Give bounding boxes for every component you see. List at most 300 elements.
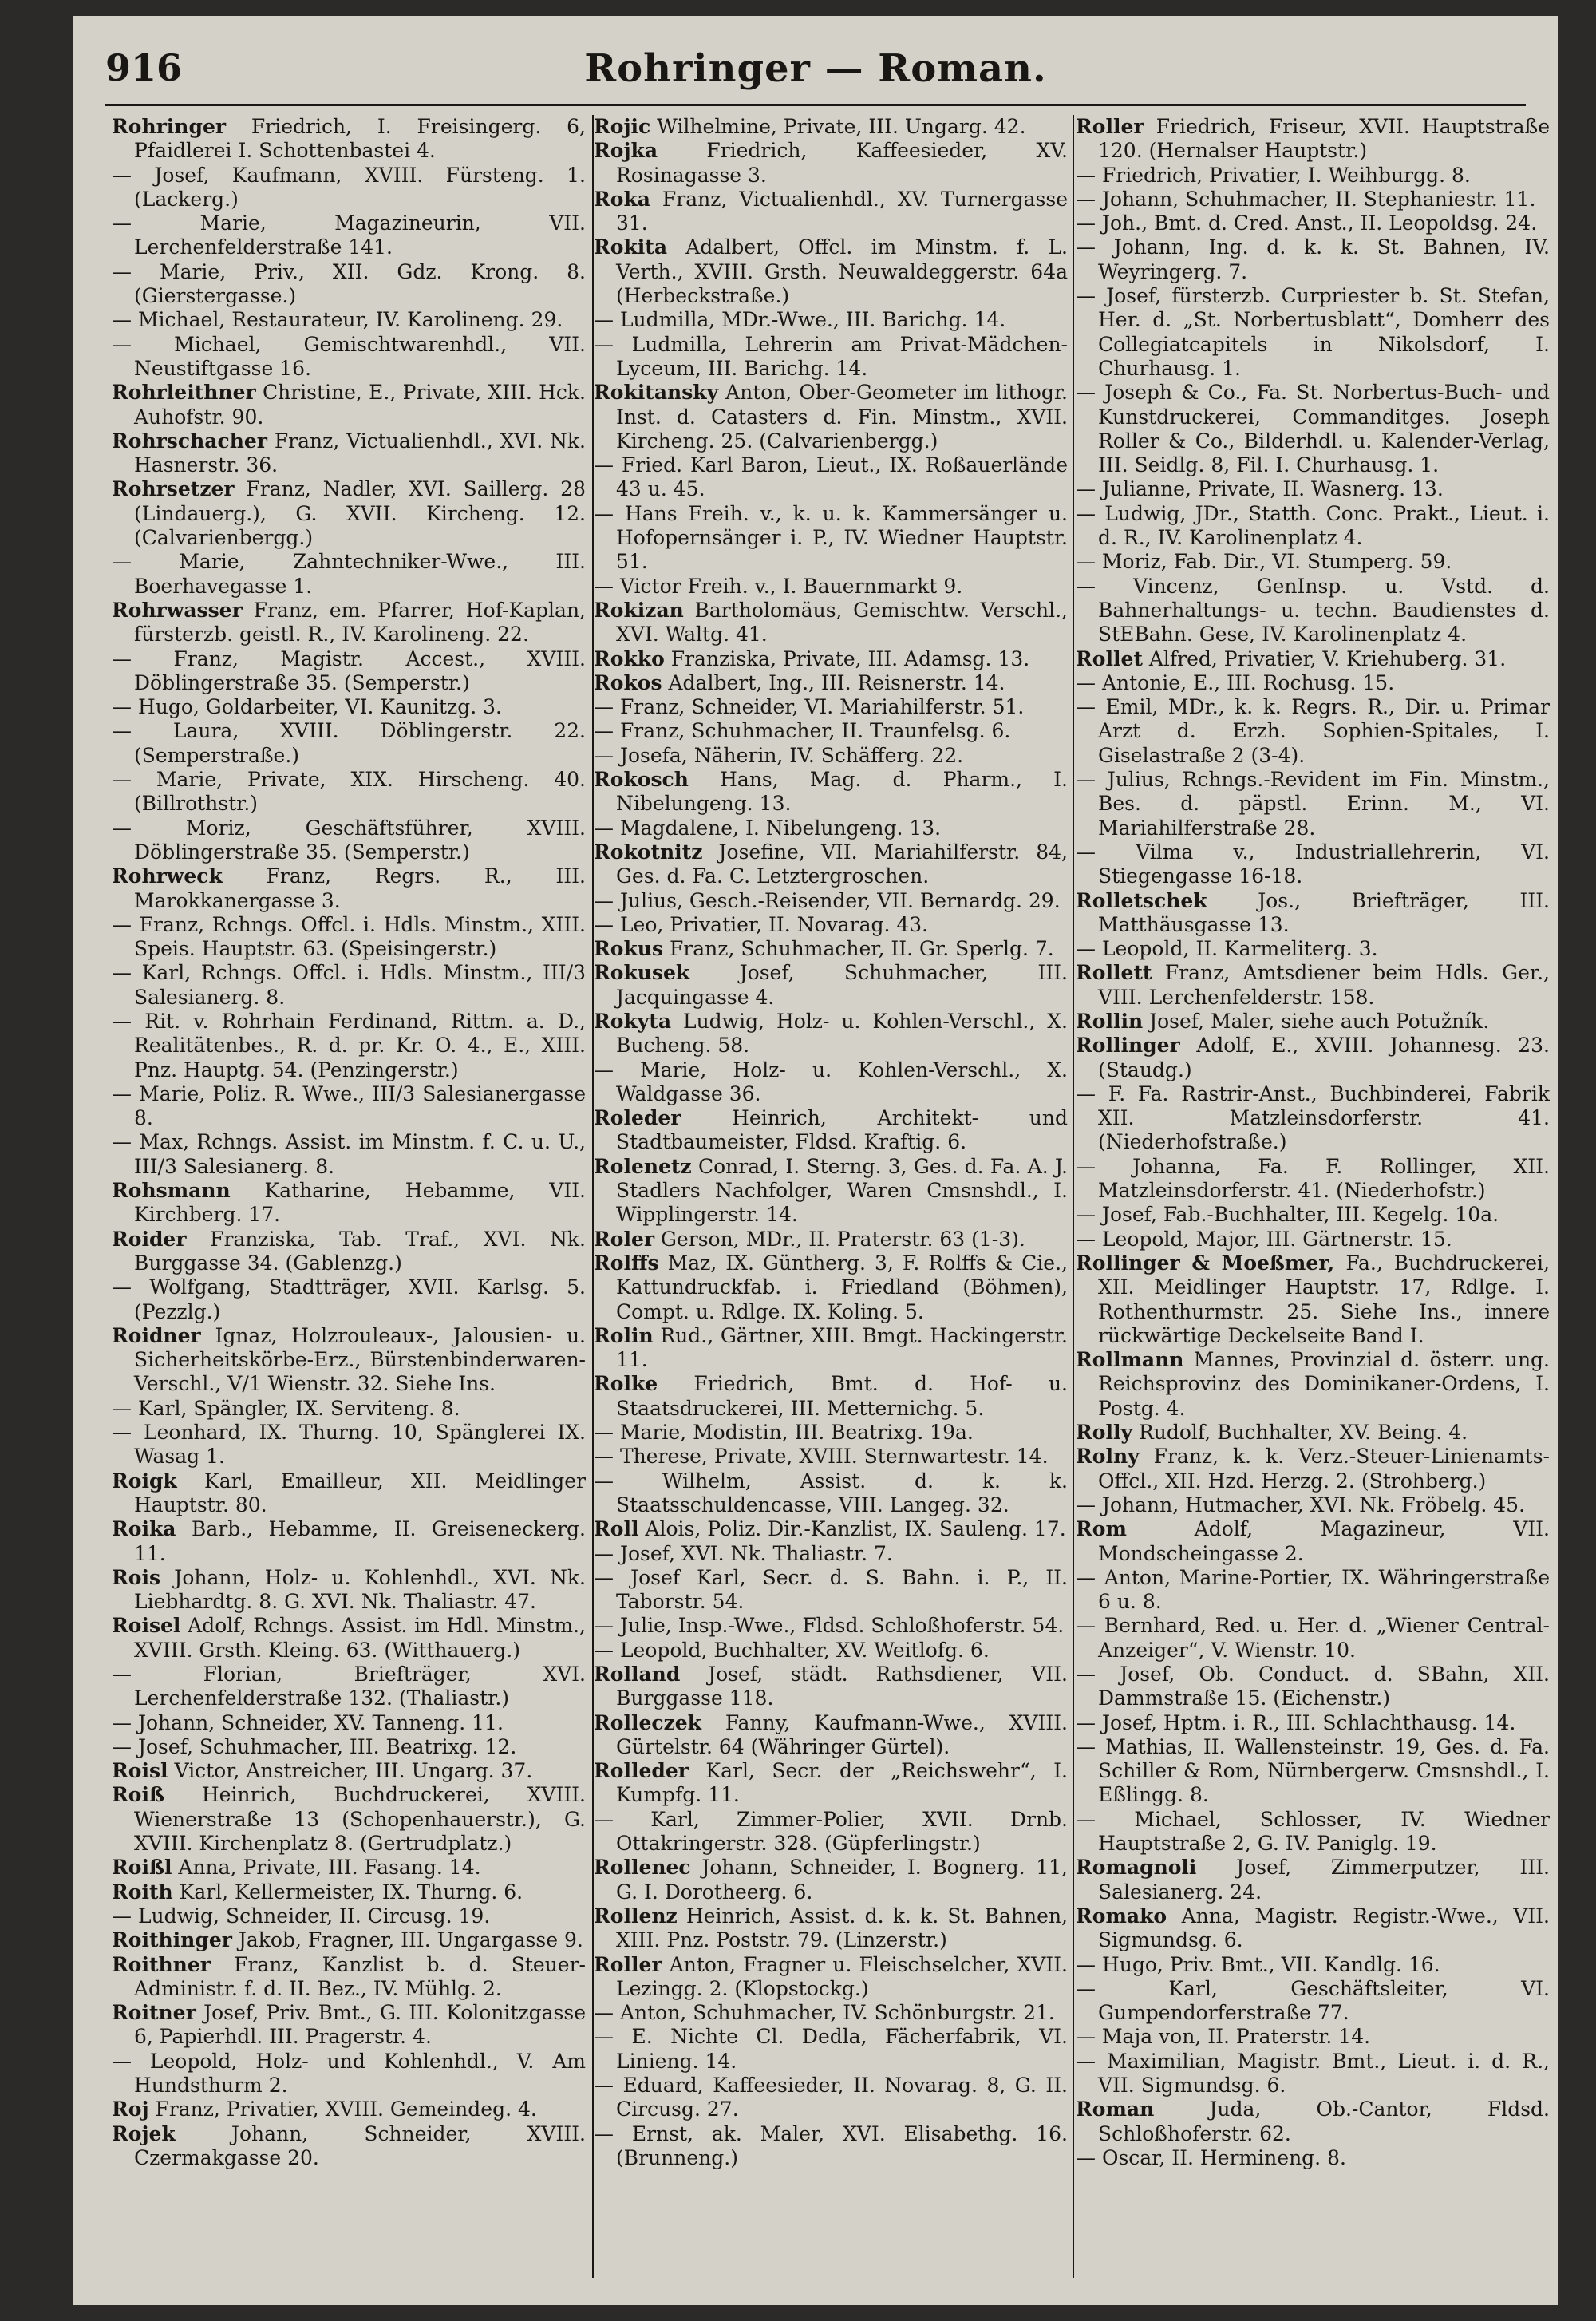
directory-entry (1076, 1663, 1550, 1711)
directory-entry (594, 1010, 1068, 1058)
entry-details: Maz, IX. Güntherg. 3, F. Rolffs & Cie., Kattundruckfab. i. Friedland (Böhmen), Compt. u. Rdlge. IX. Koling. 5. (616, 1251, 1068, 1323)
directory-entry (112, 768, 586, 817)
directory-entry (112, 550, 586, 599)
directory-entry (594, 840, 1068, 889)
entry-details: — Joseph & Co., Fa. St. Norbertus-Buch- und Kunstdruckerei, Commanditges. Joseph Roller & Co., Bilderhdl. u. Kalender-Verlag, III. Seidlg. 8, Fil. I. Churhausg. 1. (1076, 381, 1550, 477)
entry-surname: Rokus (594, 937, 664, 961)
entry-surname: Romako (1076, 1904, 1167, 1928)
directory-entry (112, 961, 586, 1010)
entry-details: — Hugo, Priv. Bmt., VII. Kandlg. 16. (1076, 1952, 1440, 1976)
entry-details: Franziska, Private, III. Adamsg. 13. (670, 646, 1030, 670)
directory-entry (594, 1711, 1068, 1760)
entry-details: Friedrich, Friseur, XVII. Hauptstraße 120. (Hernalser Hauptstr.) (1098, 115, 1550, 163)
entry-details: — Franz, Schuhmacher, II. Traunfelsg. 6. (594, 719, 1011, 743)
entry-details: — Marie, Zahntechniker-Wwe., III. Boerhavegasse 1. (112, 550, 586, 598)
directory-entry (1076, 889, 1550, 938)
entry-details: Johann, Schneider, I. Bognerg. 11, G. I. Dorotheerg. 6. (616, 1856, 1068, 1904)
entry-details: Franz, Privatier, XVIII. Gemeindeg. 4. (155, 2098, 537, 2121)
entry-details: Heinrich, Architekt- und Stadtbaumeister, Fldsd. Kraftig. 6. (616, 1106, 1068, 1154)
entry-details: Anna, Magistr. Registr.-Wwe., VII. Sigmundsg. 6. (1098, 1904, 1550, 1952)
directory-entry (1076, 1904, 1550, 1953)
entry-surname: Rohrsetzer (112, 477, 235, 501)
entry-details: — Victor Freih. v., I. Bauernmarkt 9. (594, 574, 963, 598)
directory-entry (1076, 1977, 1550, 2026)
entry-details: — Johann, Schuhmacher, II. Stephaniestr. 11. (1076, 187, 1536, 211)
entry-details: — Josefa, Näherin, IV. Schäfferg. 22. (594, 743, 964, 767)
entry-surname: Rokusek (594, 961, 690, 985)
entry-details: — Karl, Geschäftsleiter, VI. Gumpendorferstraße 77. (1076, 1976, 1550, 2025)
entry-details: — Ludwig, JDr., Statth. Conc. Prakt., Lieut. i. d. R., IV. Karolinenplatz 4. (1076, 501, 1550, 550)
entry-details: Adalbert, Offcl. im Minstm. f. L. Verth., XVIII. Grsth. Neuwaldeggerstr. 64a (Herbeckstraße.) (616, 235, 1068, 308)
directory-entry (594, 647, 1068, 671)
directory-entry (1076, 2050, 1550, 2098)
directory-entry (594, 817, 1068, 840)
entry-details: — Marie, Poliz. R. Wwe., III/3 Salesianergasse 8. (112, 1081, 586, 1130)
entry-details: Josef, Zimmerputzer, III. Salesianerg. 24. (1098, 1856, 1550, 1904)
entry-surname: Roller (594, 1952, 662, 1976)
entry-details: — Mathias, II. Wallensteinstr. 19, Ges. d. Fa. Schiller & Rom, Nürnbergerw. Cmsnshdl., I. Eßlingg. 8. (1076, 1734, 1550, 1807)
directory-entry (1076, 1517, 1550, 1566)
entry-details: — Johann, Schneider, XV. Tanneng. 11. (112, 1710, 504, 1734)
directory-entry (1076, 1808, 1550, 1856)
entry-details: — Ludmilla, MDr.-Wwe., III. Barichg. 14. (594, 308, 1006, 332)
entry-surname: Rolny (1076, 1445, 1140, 1469)
directory-entry (1076, 1445, 1550, 1493)
entry-details: — Fried. Karl Baron, Lieut., IX. Roßauerlände 43 u. 45. (594, 453, 1068, 501)
entry-surname: Roller (1076, 115, 1144, 138)
entry-details: — Josef, XVI. Nk. Thaliastr. 7. (594, 1541, 893, 1565)
directory-entry (1076, 2098, 1550, 2146)
entry-details: — Joh., Bmt. d. Cred. Anst., II. Leopoldsg. 24. (1076, 212, 1538, 235)
entry-details: Anton, Fragner u. Fleischselcher, XVII. Lezingg. 2. (Klopstockg.) (616, 1952, 1068, 2000)
directory-entry (1076, 961, 1550, 1010)
entry-details: Franz, Regrs. R., III. Marokkanergasse 3. (134, 864, 586, 912)
entry-surname: Roitner (112, 2001, 196, 2025)
entry-details: Christine, E., Private, XIII. Hck. Auhofstr. 90. (134, 381, 586, 429)
entry-details: Josef, Maler, siehe auch Potužník. (1149, 1009, 1490, 1033)
entry-details: — Julie, Insp.-Wwe., Fldsd. Schloßhoferstr. 54. (594, 1614, 1065, 1638)
directory-entry (1076, 1856, 1550, 1904)
directory-entry (594, 1904, 1068, 1953)
entry-details: Franz, Victualienhdl., XV. Turnergasse 31. (616, 187, 1068, 235)
entry-details: — Ludmilla, Lehrerin am Privat-Mädchen-Lyceum, III. Barichg. 14. (594, 332, 1068, 380)
directory-entry (112, 1130, 586, 1179)
entry-surname: Roider (112, 1227, 187, 1251)
entry-details: Heinrich, Assist. d. k. k. St. Bahnen, XIII. Pnz. Poststr. 79. (Linzerstr.) (616, 1904, 1068, 1952)
entry-details: — Hans Freih. v., k. u. k. Kammersänger u. Hofopernsänger i. P., IV. Wiedner Hauptstr. 51. (594, 501, 1068, 574)
entry-surname: Roll (594, 1517, 639, 1541)
directory-entry (112, 1228, 586, 1276)
entry-details: — Wilhelm, Assist. d. k. k. Staatsschuldencasse, VIII. Langeg. 32. (594, 1469, 1068, 1516)
entry-details: Josefine, VII. Mariahilferstr. 84, Ges. d. Fa. C. Letztergroschen. (616, 840, 1068, 888)
entry-surname: Roigk (112, 1469, 177, 1493)
entry-surname: Rokizan (594, 598, 684, 622)
entry-details: Alois, Poliz. Dir.-Kanzlist, IX. Sauleng. 17. (645, 1517, 1066, 1541)
directory-entry (112, 381, 586, 429)
entry-surname: Rojka (594, 139, 658, 163)
entry-details: — Leo, Privatier, II. Novarag. 43. (594, 912, 929, 936)
directory-entry (594, 235, 1068, 308)
directory-entry (112, 1082, 586, 1131)
directory-entry (594, 889, 1068, 913)
entry-surname: Rohrleithner (112, 381, 256, 405)
entry-surname: Rolin (594, 1323, 654, 1347)
entry-details: — Johanna, Fa. F. Rollinger, XII. Matzleinsdorferstr. 41. (Niederhofstr.) (1076, 1154, 1550, 1203)
entry-details: Adalbert, Ing., III. Reisnerstr. 14. (668, 670, 1005, 694)
directory-entry (1076, 1566, 1550, 1615)
directory-entry (594, 381, 1068, 453)
entry-details: — Josef, Fab.-Buchhalter, III. Kegelg. 10a. (1076, 1203, 1499, 1227)
entry-surname: Roj (112, 2098, 149, 2121)
directory-entry (112, 164, 586, 212)
directory-entry (1076, 768, 1550, 840)
directory-entry (594, 333, 1068, 382)
directory-entry (594, 2001, 1068, 2025)
entry-details: — F. Fa. Rastrir-Anst., Buchbinderei, Fabrik XII. Matzleinsdorferstr. 41. (Niederhofstraße.) (1076, 1081, 1550, 1154)
entry-surname: Rom (1076, 1517, 1127, 1541)
directory-entry (112, 1928, 586, 1952)
entry-surname: Rokyta (594, 1009, 672, 1033)
directory-entry (594, 308, 1068, 332)
entry-surname: Roka (594, 187, 650, 211)
entry-details: — Eduard, Kaffeesieder, II. Novarag. 8, G. II. Circusg. 27. (594, 2074, 1068, 2121)
entry-surname: Roler (594, 1227, 655, 1251)
entry-surname: Roiß (112, 1783, 164, 1807)
directory-entry (1076, 164, 1550, 188)
directory-entry (112, 1856, 586, 1880)
directory-entry (1076, 937, 1550, 961)
directory-entry (594, 1542, 1068, 1566)
entry-surname: Rolffs (594, 1251, 659, 1275)
entry-details: — Oscar, II. Hermineng. 8. (1076, 2145, 1346, 2169)
entry-details: — Antonie, E., III. Rochusg. 15. (1076, 670, 1395, 694)
directory-entry (1076, 840, 1550, 889)
entry-surname: Rollet (1076, 646, 1143, 670)
entry-details: — Karl, Rchngs. Offcl. i. Hdls. Minstm., III/3 Salesianerg. 8. (112, 961, 586, 1009)
entry-surname: Roika (112, 1517, 176, 1541)
entry-details: — Vincenz, GenInsp. u. Vstd. d. Bahnerhaltungs- u. techn. Baudienstes d. StEBahn. Gese, IV. Karolinenplatz 4. (1076, 574, 1550, 646)
entry-details: — Josef, fürsterzb. Curpriester b. St. Stefan, Her. d. „St. Norbertusblatt“, Domherr des Collegiatcapitels in Nikolsdorf, I. Churhausg. 1. (1076, 284, 1550, 380)
directory-entry (1076, 1493, 1550, 1517)
directory-entry (112, 1324, 586, 1397)
entry-details: Gerson, MDr., II. Praterstr. 63 (1-3). (660, 1227, 1025, 1251)
directory-entry (112, 817, 586, 865)
entry-details: — Josef, Hptm. i. R., III. Schlachthausg. 14. (1076, 1710, 1516, 1734)
directory-entry (112, 2050, 586, 2098)
directory-page (73, 16, 1558, 2305)
entry-surname: Rohringer (112, 115, 227, 138)
entry-surname: Rolletschek (1076, 888, 1207, 912)
entry-details: — Moriz, Fab. Dir., VI. Stumperg. 59. (1076, 550, 1452, 574)
entry-details: — Leopold, II. Karmeliterg. 3. (1076, 937, 1378, 961)
page-title: Rohringer — Roman. (584, 46, 1047, 91)
entry-details: — Marie, Holz- u. Kohlen-Verschl., X. Waldgasse 36. (594, 1058, 1068, 1105)
directory-entry (594, 599, 1068, 647)
entry-surname: Rollenec (594, 1856, 691, 1880)
column-right (1076, 115, 1550, 2286)
entry-details: — Franz, Rchngs. Offcl. i. Hdls. Minstm., XIII. Speis. Hauptstr. 63. (Speisingerstr.) (112, 912, 586, 961)
directory-entry (112, 308, 586, 332)
entry-surname: Rokita (594, 235, 668, 259)
entry-details: Adolf, E., XVIII. Johannesg. 23. (Staudg.) (1098, 1034, 1550, 1081)
entry-details: Franz, Victualienhdl., XVI. Nk. Hasnerstr. 36. (134, 429, 586, 477)
directory-entry (112, 2001, 586, 2050)
entry-surname: Roidner (112, 1323, 201, 1347)
entry-surname: Rohsmann (112, 1179, 231, 1203)
directory-entry (112, 333, 586, 382)
entry-details: Adolf, Magazineur, VII. Mondscheingasse 2. (1098, 1517, 1550, 1565)
entry-details: Josef, Priv. Bmt., G. III. Kolonitzgasse 6, Papierhdl. III. Pragerstr. 4. (134, 2001, 586, 2049)
entry-details: — Josef, Ob. Conduct. d. SBahn, XII. Dammstraße 15. (Eichenstr.) (1076, 1663, 1550, 1710)
entry-details: — Friedrich, Privatier, I. Weihburgg. 8. (1076, 163, 1471, 187)
entry-details: — Florian, Briefträger, XVI. Lerchenfelderstraße 132. (Thaliastr.) (112, 1663, 586, 1710)
entry-details: — Vilma v., Industriallehrerin, VI. Stiegengasse 16-18. (1076, 840, 1550, 888)
directory-entry (594, 1614, 1068, 1638)
directory-entry (1076, 1034, 1550, 1082)
entry-details: Alfred, Privatier, V. Kriehuberg. 31. (1148, 646, 1507, 670)
page-header (73, 46, 1558, 102)
entry-surname: Rokotnitz (594, 840, 703, 864)
entry-details: — E. Nichte Cl. Dedla, Fächerfabrik, VI. Linieng. 14. (594, 2025, 1068, 2073)
entry-details: — Bernhard, Red. u. Her. d. „Wiener Central-Anzeiger“, V. Wienstr. 10. (1076, 1614, 1550, 1662)
entry-details: Heinrich, Buchdruckerei, XVIII. Wienerstraße 13 (Schopenhauerstr.), G. XVIII. Kirchenplatz 8. (Gertrudplatz.) (134, 1783, 586, 1856)
entry-details: Rud., Gärtner, XIII. Bmgt. Hackingerstr. 11. (616, 1323, 1068, 1372)
entry-details: Karl, Emailleur, XII. Meidlinger Hauptstr. 80. (134, 1469, 586, 1516)
entry-details: Josef, Schuhmacher, III. Jacquingasse 4. (616, 961, 1068, 1009)
entry-surname: Rojic (594, 115, 651, 138)
directory-entry (1076, 235, 1550, 284)
entry-surname: Romagnoli (1076, 1856, 1197, 1880)
entry-details: — Julianne, Private, II. Wasnerg. 13. (1076, 477, 1444, 501)
directory-entry (594, 2074, 1068, 2122)
entry-details: — Leopold, Major, III. Gärtnerstr. 15. (1076, 1227, 1452, 1251)
entry-details: — Maja von, II. Praterstr. 14. (1076, 2025, 1371, 2049)
directory-entry (112, 1663, 586, 1711)
entry-details: Conrad, I. Sterng. 3, Ges. d. Fa. A. J. Stadlers Nachfolger, Waren Cmsnshdl., I. Wipplingerstr. 14. (616, 1154, 1068, 1227)
entry-details: Mannes, Provinzial d. österr. ung. Reichsprovinz des Dominikaner-Ordens, I. Postg. 4. (1098, 1348, 1550, 1420)
entry-surname: Roißl (112, 1856, 172, 1880)
directory-entry (594, 1517, 1068, 1541)
directory-entry (112, 913, 586, 962)
entry-details: — Max, Rchngs. Assist. im Minstm. f. C. u. U., III/3 Salesianerg. 8. (112, 1130, 586, 1178)
directory-entry (594, 961, 1068, 1010)
directory-entry (1076, 1614, 1550, 1663)
directory-entry (594, 913, 1068, 937)
directory-entry (594, 768, 1068, 817)
directory-entry (112, 1421, 586, 1469)
directory-entry (1076, 695, 1550, 768)
directory-entry (112, 1010, 586, 1082)
column-divider (1073, 115, 1074, 2278)
directory-entry (112, 1275, 586, 1324)
directory-entry (1076, 1203, 1550, 1227)
directory-entry (1076, 2146, 1550, 2170)
entry-surname: Rohrschacher (112, 429, 267, 453)
entry-details: — Anton, Schuhmacher, IV. Schönburgstr. 21. (594, 2001, 1055, 2025)
directory-entry (1076, 550, 1550, 574)
entry-details: Franz, k. k. Verz.-Steuer-Linienamts-Offcl., XII. Hzd. Herzg. 2. (Strohberg.) (1098, 1445, 1550, 1493)
entry-details: Friedrich, I. Freisingerg. 6, Pfaidlerei I. Schottenbastei 4. (134, 115, 586, 163)
entry-details: — Leopold, Holz- und Kohlenhdl., V. Am Hundsthurm 2. (112, 2049, 586, 2098)
directory-entry (1076, 1251, 1550, 1348)
directory-entry (112, 1711, 586, 1735)
entry-details: — Julius, Gesch.-Reisender, VII. Bernardg. 29. (594, 888, 1061, 912)
directory-entry (594, 1372, 1068, 1421)
directory-entry (112, 1469, 586, 1518)
entry-details: Fanny, Kaufmann-Wwe., XVIII. Gürtelstr. 64 (Währinger Gürtel). (616, 1710, 1068, 1758)
entry-details: — Josef Karl, Secr. d. S. Bahn. i. P., II. Taborstr. 54. (594, 1565, 1068, 1614)
entry-details: — Marie, Private, XIX. Hirscheng. 40. (Billrothstr.) (112, 768, 586, 816)
entry-surname: Rollinger (1076, 1034, 1180, 1058)
entry-surname: Rohrweck (112, 864, 223, 888)
entry-surname: Rolleder (594, 1759, 689, 1783)
entry-surname: Rois (112, 1565, 161, 1589)
directory-entry (594, 1251, 1068, 1324)
directory-entry (1076, 1155, 1550, 1204)
directory-entry (594, 1106, 1068, 1155)
entry-surname: Rokitansky (594, 381, 719, 405)
directory-entry (1076, 284, 1550, 381)
directory-entry (112, 1904, 586, 1928)
directory-entry (112, 1953, 586, 2002)
entry-details: Karl, Kellermeister, IX. Thurng. 6. (179, 1880, 523, 1904)
directory-entry (594, 115, 1068, 139)
entry-details: Johann, Schneider, XVIII. Czermakgasse 20. (134, 2121, 586, 2169)
page-number: 916 (105, 46, 183, 89)
entry-surname: Rollin (1076, 1009, 1144, 1033)
entry-surname: Roman (1076, 2098, 1155, 2121)
directory-entry (1076, 1228, 1550, 1251)
entry-details: — Franz, Magistr. Accest., XVIII. Döblingerstraße 35. (Semperstr.) (112, 646, 586, 694)
entry-details: — Johann, Ing. d. k. k. St. Bahnen, IV. Weyringerg. 7. (1076, 235, 1550, 283)
entry-details: Franz, Amtsdiener beim Hdls. Ger., VIII. Lerchenfelderstr. 158. (1098, 961, 1550, 1009)
directory-entry (112, 2122, 586, 2171)
directory-entry (594, 1566, 1068, 1615)
entry-surname: Rollett (1076, 961, 1152, 985)
entry-surname: Roithner (112, 1952, 211, 1976)
entry-details: Friedrich, Kaffeesieder, XV. Rosinagasse 3. (616, 139, 1068, 187)
directory-entry (1076, 1348, 1550, 1421)
entry-details: Friedrich, Bmt. d. Hof- u. Staatsdruckerei, III. Metternichg. 5. (616, 1372, 1068, 1420)
entry-details: — Emil, MDr., k. k. Regrs. R., Dir. u. Primar Arzt d. Erzh. Sophien-Spitales, I. Giselastraße 2 (3-4). (1076, 695, 1550, 767)
column-left (112, 115, 586, 2286)
entry-surname: Rolly (1076, 1421, 1132, 1445)
entry-details: Adolf, Rchngs. Assist. im Hdl. Minstm., XVIII. Grsth. Kleing. 63. (Witthauerg.) (134, 1614, 586, 1662)
directory-entry (1076, 1082, 1550, 1155)
entry-details: — Ludwig, Schneider, II. Circusg. 19. (112, 1904, 491, 1928)
entry-details: Anton, Ober-Geometer im lithogr. Inst. d. Catasters d. Fin. Minstm., XVII. Kircheng. 25. (Calvarienbergg.) (616, 381, 1068, 453)
directory-entry (112, 864, 586, 913)
entry-surname: Rojek (112, 2121, 176, 2145)
directory-entry (594, 1953, 1068, 2002)
directory-entry (594, 575, 1068, 599)
entry-surname: Rolenetz (594, 1154, 692, 1178)
column-middle (594, 115, 1068, 2286)
directory-entry (112, 695, 586, 719)
directory-entry (112, 477, 586, 550)
entry-surname: Rolland (594, 1663, 681, 1686)
directory-entry (594, 1228, 1068, 1251)
directory-entry (112, 2098, 586, 2121)
entry-details: — Moriz, Geschäftsführer, XVIII. Döblingerstraße 35. (Semperstr.) (112, 816, 586, 864)
directory-entry (112, 1614, 586, 1663)
entry-details: — Marie, Priv., XII. Gdz. Krong. 8. (Gierstergasse.) (112, 259, 586, 308)
header-rule (105, 104, 1526, 106)
entry-details: — Leopold, Buchhalter, XV. Weitlofg. 6. (594, 1638, 990, 1662)
entry-details: — Magdalene, I. Nibelungeng. 13. (594, 816, 942, 840)
entry-details: — Anton, Marine-Portier, IX. Währingerstraße 6 u. 8. (1076, 1565, 1550, 1614)
directory-entry (112, 647, 586, 696)
entry-surname: Rohrwasser (112, 598, 243, 622)
directory-entry (594, 2122, 1068, 2171)
entry-details: Johann, Holz- u. Kohlenhdl., XVI. Nk. Liebhardtg. 8. G. XVI. Nk. Thaliastr. 47. (134, 1565, 586, 1614)
directory-entry (112, 1735, 586, 1759)
entry-surname: Rollinger & Moeßmer, (1076, 1251, 1335, 1275)
directory-entry (112, 1783, 586, 1856)
directory-entry (594, 2025, 1068, 2074)
entry-details: — Karl, Spängler, IX. Serviteng. 8. (112, 1396, 460, 1420)
entry-details: Ludwig, Holz- u. Kohlen-Verschl., X. Bucheng. 58. (616, 1009, 1068, 1058)
entry-details: — Julius, Rchngs.-Revident im Fin. Minstm., Bes. d. päpstl. Erinn. M., VI. Mariahilferstraße 28. (1076, 768, 1550, 840)
directory-entry (594, 1058, 1068, 1107)
directory-entry (594, 937, 1068, 961)
entry-surname: Rolleczek (594, 1710, 701, 1734)
entry-details: — Johann, Hutmacher, XVI. Nk. Fröbelg. 45. (1076, 1493, 1526, 1516)
entry-details: Fa., Buchdruckerei, XII. Meidlinger Hauptstr. 17, Rdlge. I. Rothenthurmstr. 25. Siehe Ins., innere rückwärtige Deckelseite Band I. (1098, 1251, 1550, 1347)
entry-details: — Michael, Gemischtwarenhdl., VII. Neustiftgasse 16. (112, 332, 586, 380)
entry-details: Rudolf, Buchhalter, XV. Being. 4. (1138, 1421, 1468, 1445)
entry-surname: Rokko (594, 646, 665, 670)
directory-entry (112, 1397, 586, 1421)
directory-entry (594, 502, 1068, 575)
entry-surname: Roisel (112, 1614, 181, 1638)
directory-entry (1076, 671, 1550, 695)
directory-entry (594, 695, 1068, 719)
directory-entry (112, 599, 586, 647)
entry-surname: Roleder (594, 1106, 681, 1130)
entry-surname: Rollmann (1076, 1348, 1184, 1372)
directory-entry (1076, 212, 1550, 235)
entry-surname: Rokosch (594, 768, 689, 792)
directory-entry (1076, 188, 1550, 212)
entry-details: — Leonhard, IX. Thurng. 10, Spänglerei IX. Wasag 1. (112, 1421, 586, 1469)
directory-entry (594, 1324, 1068, 1373)
entry-details: Katharine, Hebamme, VII. Kirchberg. 17. (134, 1179, 586, 1227)
entry-details: Hans, Mag. d. Pharm., I. Nibelungeng. 13. (616, 768, 1068, 816)
directory-entry (594, 1421, 1068, 1445)
directory-entry (112, 429, 586, 478)
entry-details: Barb., Hebamme, II. Greiseneckerg. 11. (134, 1517, 586, 1565)
directory-entry (1076, 477, 1550, 501)
directory-entry (594, 139, 1068, 188)
directory-entry (594, 719, 1068, 743)
directory-entry (594, 1639, 1068, 1663)
entry-details: — Marie, Modistin, III. Beatrixg. 19a. (594, 1421, 974, 1445)
directory-entry (594, 1155, 1068, 1228)
entry-surname: Roisl (112, 1759, 168, 1783)
directory-entry (594, 671, 1068, 695)
entry-details: — Hugo, Goldarbeiter, VI. Kaunitzg. 3. (112, 695, 502, 719)
directory-entry (1076, 647, 1550, 671)
entry-details: — Marie, Magazineurin, VII. Lerchenfelderstraße 141. (112, 212, 586, 259)
directory-entry (112, 1759, 586, 1783)
entry-details: — Laura, XVIII. Döblingerstr. 22. (Semperstraße.) (112, 719, 586, 767)
directory-entry (112, 212, 586, 260)
entry-details: Franz, Kanzlist b. d. Steuer-Administr. f. d. II. Bez., IV. Mühlg. 2. (134, 1952, 586, 2000)
directory-entry (1076, 1421, 1550, 1445)
directory-entry (1076, 381, 1550, 477)
entry-details: Franz, Nadler, XVI. Saillerg. 28 (Lindauerg.), G. XVII. Kircheng. 12. (Calvarienbergg.) (134, 477, 586, 550)
